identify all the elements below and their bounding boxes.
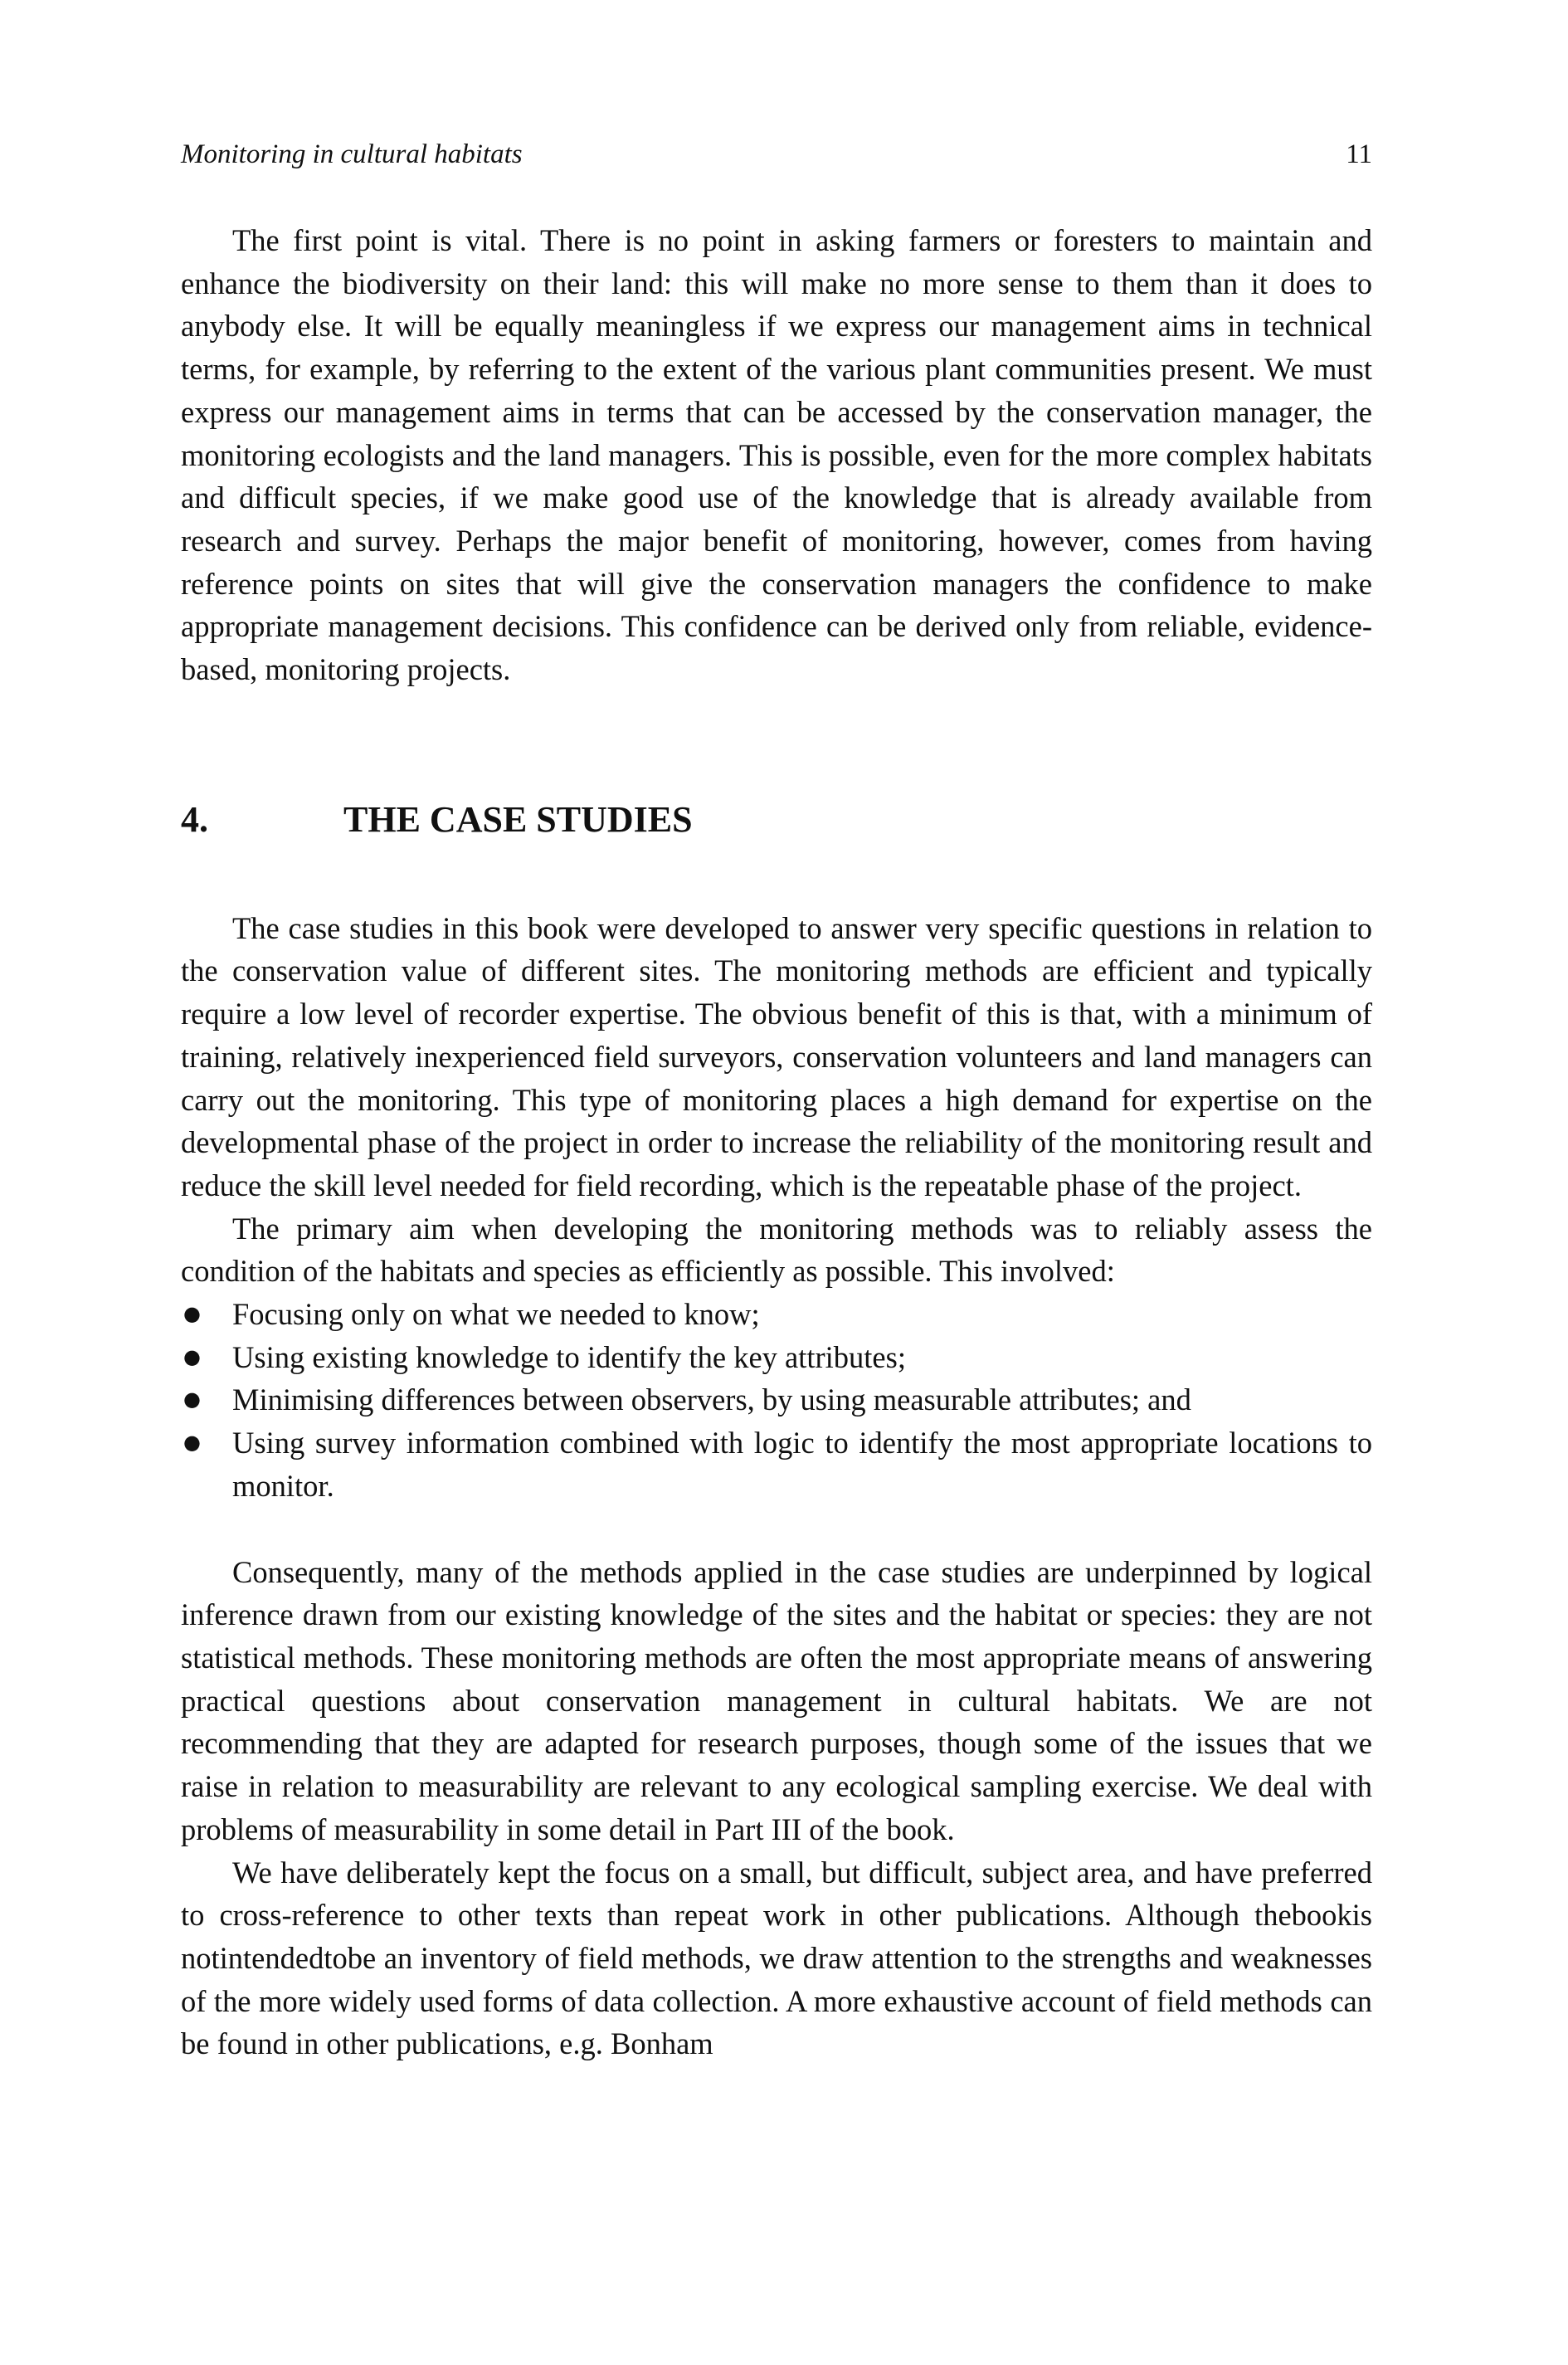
bullet-icon: ●: [183, 1302, 201, 1326]
section-number: 4.: [181, 798, 208, 840]
running-header: [181, 136, 1372, 173]
paragraph-spacer: [181, 1508, 1372, 1551]
intro-paragraph: The first point is vital. There is no point in asking farmers or foresters to maintain and enhance the biodiversity on their land: this will make no more sense to them than it does to anybody else. It will be equally meaningless if we express our management aims in technical terms, for example, by referring to the extent of the various plant communities present. We must express our management aims in terms that can be accessed by the conservation manager, the monitoring ecologists and the land managers. This is possible, even for the more complex habitats and difficult species, if we make good use of the knowledge that is already available from research and survey. Perhaps the major benefit of monitoring, however, comes from having reference points on sites that will give the conservation managers the confidence to make appropriate management decisions. This confidence can be derived only from reliable, evidence-based, monitoring projects.: [181, 223, 1372, 687]
bullet-text: Focusing only on what we needed to know;: [232, 1297, 760, 1332]
bullet-text: Using existing knowledge to identify the key attributes;: [232, 1339, 906, 1374]
bullet-item: [181, 1421, 1372, 1507]
bullet-text: Minimising differences between observers, by using measurable attributes; and: [232, 1382, 1191, 1417]
bullet-item: [181, 1336, 1372, 1379]
closing-paragraph: Consequently, many of the methods applied in the case studies are underpinned by logical inference drawn from our existing knowledge of the sites and the habitat or species: they are not statistical methods. These monitoring methods are often the most appropriate means of answering practical questions about conservation management in cultural habitats. We are not recommending that they are adapted for research purposes, though some of the issues that we raise in relation to measurability are relevant to any ecological sampling exercise. We deal with problems of measurability in some detail in Part III of the book.: [181, 1554, 1372, 1846]
bullet-item: [181, 1378, 1372, 1421]
closing-paragraph: We have deliberately kept the focus on a small, but difficult, subject area, and have preferred to cross-reference to other texts than repeat work in other publications. Although thebookis notintendedtobe an inventory of field methods, we draw attention to the strengths and weaknesses of the more widely used forms of data collection. A more exhaustive account of field methods can be found in other publications, e.g. Bonham: [181, 1855, 1372, 2061]
section-paragraph: The case studies in this book were developed to answer very specific questions in relation to the conservation value of different sites. The monitoring methods are efficient and typically require a low level of recorder expertise. The obvious benefit of this is that, with a minimum of training, relatively inexperienced field surveyors, conservation volunteers and land managers can carry out the monitoring. This type of monitoring places a high demand for expertise on the developmental phase of the project in order to increase the reliability of the monitoring result and reduce the skill level needed for field recording, which is the repeatable phase of the project.: [181, 910, 1372, 1202]
bullet-icon: ●: [183, 1387, 201, 1412]
section-title: THE CASE STUDIES: [343, 798, 693, 840]
bullet-item: [181, 1293, 1372, 1336]
page-body: [181, 219, 1372, 2065]
bullet-text: Using survey information combined with logic to identify the most appropriate locations to monitor.: [232, 1426, 1372, 1503]
page-number: 11: [1346, 139, 1372, 169]
running-title: Monitoring in cultural habitats: [181, 139, 523, 169]
bullet-icon: ●: [183, 1344, 201, 1368]
section-paragraph: The primary aim when developing the monitoring methods was to reliably assess the condition of the habitats and species as efficiently as possible. This involved:: [181, 1211, 1372, 1289]
bullet-icon: ●: [183, 1431, 201, 1455]
bullet-list: [181, 1293, 1372, 1508]
section-heading: [181, 795, 1372, 845]
